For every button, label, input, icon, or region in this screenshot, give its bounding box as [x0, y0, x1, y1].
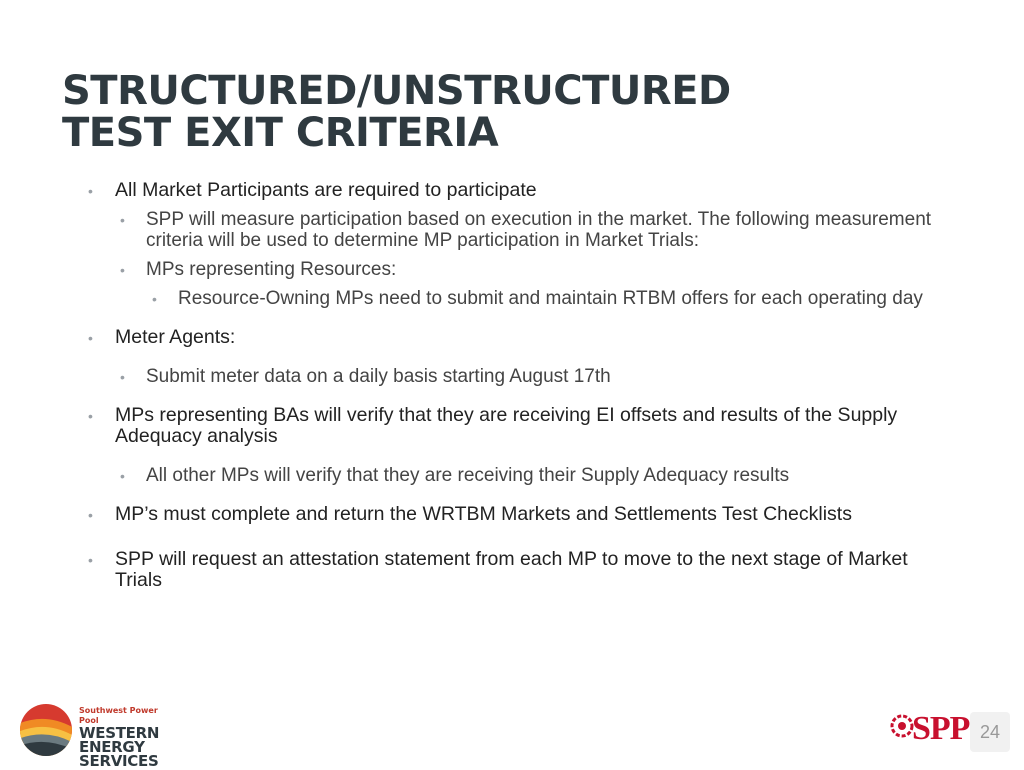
bullet-ba-verify [88, 405, 938, 447]
wes-line-1: WESTERN [79, 724, 160, 742]
bullet-text: SPP will request an attestation statement from each MP to move to the next stage of Market Trials [115, 548, 908, 591]
bullet-dot: • [88, 183, 93, 199]
bullet-participation [88, 180, 938, 201]
bullet-text: Submit meter data on a daily basis starting August 17th [146, 366, 611, 387]
bullet-attestation [88, 549, 938, 591]
western-energy-services-logo [18, 700, 168, 770]
bullet-text: Meter Agents: [115, 326, 236, 348]
bullet-text: MP’s must complete and return the WRTBM Markets and Settlements Test Checklists [115, 503, 852, 525]
title-line-1: STRUCTURED/UNSTRUCTURED [62, 68, 731, 114]
sub-bullet-resources [88, 259, 938, 280]
bullet-text: All Market Participants are required to participate [115, 179, 537, 201]
spp-wordmark: SPP [912, 710, 970, 747]
title-line-2: TEST EXIT CRITERIA [62, 110, 499, 156]
bullet-text: MPs representing BAs will verify that they are receiving EI offsets and results of the Supply Adequacy analysis [115, 404, 898, 447]
bullet-dot: • [88, 408, 93, 424]
spp-spiral-icon [890, 714, 914, 738]
bullet-checklists [88, 504, 938, 525]
bullet-dot: • [120, 369, 125, 385]
sub-bullet-meter-data [88, 366, 938, 387]
slide-title [62, 70, 731, 154]
bullet-dot: • [152, 291, 157, 307]
bullet-dot: • [88, 507, 93, 523]
sunrise-logo-icon [18, 702, 74, 758]
bullet-meter-agents [88, 327, 938, 348]
bullet-list [88, 176, 938, 591]
bullet-dot: • [88, 552, 93, 568]
page-number: 24 [970, 712, 1010, 752]
wes-tagline: Southwest Power Pool [79, 706, 158, 725]
bullet-text: SPP will measure participation based on execution in the market. The following measurement criteria will be used to determine MP participation in Market Trials: [146, 209, 932, 251]
bullet-text: Resource-Owning MPs need to submit and maintain RTBM offers for each operating day [178, 288, 923, 309]
bullet-dot: • [120, 212, 125, 228]
bullet-text: All other MPs will verify that they are receiving their Supply Adequacy results [146, 465, 790, 486]
bullet-text: MPs representing Resources: [146, 259, 397, 280]
bullet-dot: • [120, 262, 125, 278]
sub-bullet-supply-adequacy [88, 465, 938, 486]
wes-line-3: SERVICES [79, 752, 159, 770]
spp-logo [890, 708, 970, 750]
sub-bullet-measurement [88, 209, 938, 251]
wes-line-2: ENERGY [79, 738, 145, 756]
wes-wordmark [79, 706, 168, 768]
bullet-dot: • [88, 330, 93, 346]
sub-sub-bullet-rtbm-offers [88, 288, 938, 309]
bullet-dot: • [120, 468, 125, 484]
